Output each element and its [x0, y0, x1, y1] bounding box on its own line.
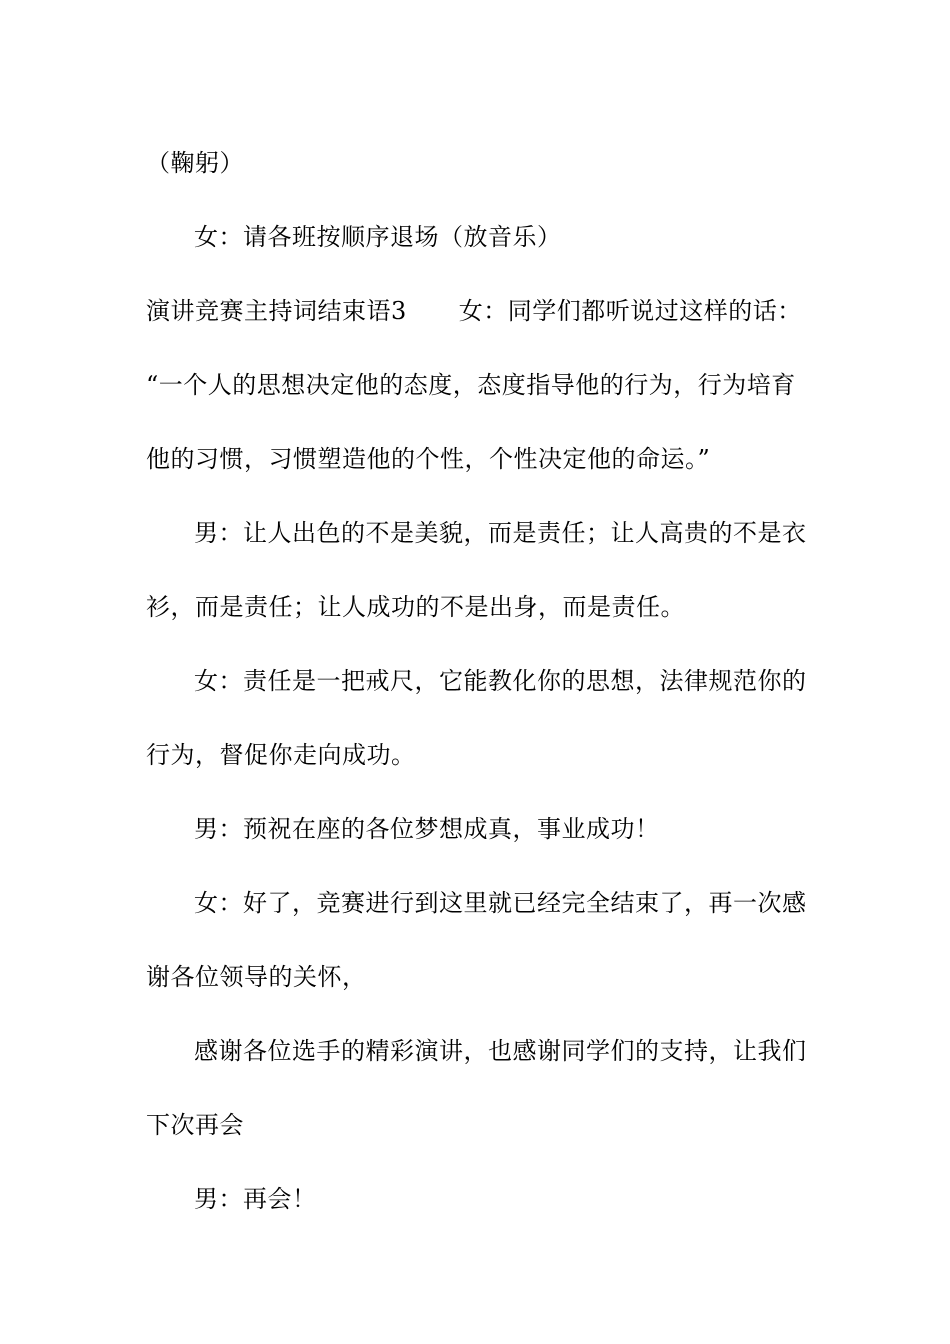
section-first-sentence: 女：同学们都听说过这样的话：	[458, 297, 802, 325]
text-line-quote-2: 他的习惯，习惯塑造他的个性，个性决定他的命运。”	[146, 445, 711, 473]
text-line-quote-1: “一个人的思想决定他的态度，态度指导他的行为，行为培育	[146, 371, 796, 399]
text-line-ruler-2: 行为，督促你走向成功。	[146, 741, 416, 769]
text-line-responsibility-1: 男：让人出色的不是美貌，而是责任；让人高贵的不是衣	[194, 519, 807, 547]
text-line-thanks-1: 感谢各位选手的精彩演讲，也感谢同学们的支持，让我们	[194, 1037, 807, 1065]
text-line-exit-music: 女：请各班按顺序退场（放音乐）	[194, 223, 562, 251]
text-line-section-heading	[146, 274, 810, 348]
text-line-bow: （鞠躬）	[146, 149, 244, 177]
text-line-wishes: 男：预祝在座的各位梦想成真，事业成功！	[194, 815, 660, 843]
text-line-ending-1: 女：好了，竞赛进行到这里就已经完全结束了，再一次感	[194, 889, 807, 917]
text-line-responsibility-2: 衫，而是责任；让人成功的不是出身，而是责任。	[146, 593, 685, 621]
section-title: 演讲竞赛主持词结束语3	[146, 297, 407, 325]
text-line-goodbye: 男：再会！	[194, 1185, 317, 1213]
text-line-ruler-1: 女：责任是一把戒尺，它能教化你的思想，法律规范你的	[194, 667, 807, 695]
text-line-thanks-2: 下次再会	[146, 1111, 244, 1139]
text-line-ending-2: 谢各位领导的关怀，	[146, 963, 367, 991]
document-body	[146, 126, 810, 1236]
